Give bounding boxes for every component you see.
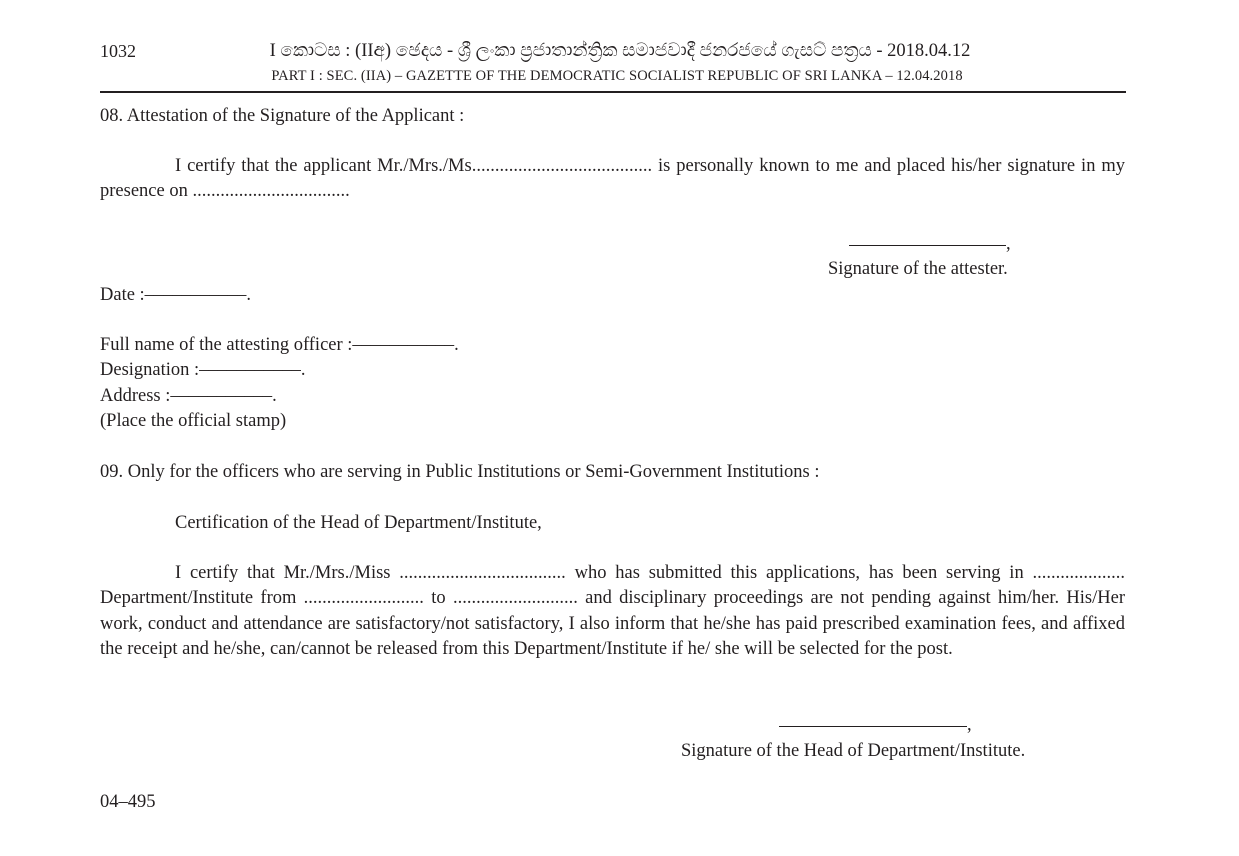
- section-08-certify-paragraph: I certify that the applicant Mr./Mrs./Ms....................................... is personally known to me and placed his/her signature in my presence on ..................................: [100, 156, 1125, 202]
- reference-number: 04–495: [100, 792, 156, 812]
- official-stamp-note: (Place the official stamp): [100, 411, 287, 431]
- section-09-certify-paragraph: I certify that Mr./Mrs./Miss .................................... who has submitted this applications, has been serving in .................... Department/Institute from .......................... to ........................... and disciplinary proceedings are not pending against him/her. His/Her work, conduct and attendance are satisfactory/not satisfactory, I also inform that he/she has paid prescribed examination fees, and affixed the receipt and he/she, can/cannot be released from this Department/Institute if he/ she will be selected for the post.: [100, 563, 1125, 659]
- date-field: Date :–––––––––––.: [100, 285, 252, 305]
- head-signature-comma: ,: [967, 715, 972, 735]
- attester-signature-label: Signature of the attester.: [828, 259, 1008, 279]
- designation-field: Designation :–––––––––––.: [100, 360, 306, 380]
- head-signature-line: [779, 726, 967, 727]
- header-rule: [100, 91, 1126, 93]
- section-09-heading: 09. Only for the officers who are serving in Public Institutions or Semi-Government Institutions :: [100, 462, 820, 482]
- gazette-header-english: PART I : SEC. (IIA) – GAZETTE OF THE DEMOCRATIC SOCIALIST REPUBLIC OF SRI LANKA – 12.04.2018: [271, 68, 963, 84]
- attester-signature-comma: ,: [1006, 234, 1011, 254]
- head-signature-label: Signature of the Head of Department/Institute.: [681, 741, 1026, 761]
- address-field: Address :–––––––––––.: [100, 386, 277, 406]
- section-08-heading: 08. Attestation of the Signature of the Applicant :: [100, 106, 465, 126]
- gazette-header-sinhala: I කොටස : (IIඅ) ඡෙදය - ශ්‍රී ලංකා ප්‍රජාතාන්ත්‍රික සමාජවාදී ජනරජයේ ගැසට් පත්‍රය - 2018.04.12: [269, 41, 971, 61]
- attesting-officer-name-field: Full name of the attesting officer :–––––––––––.: [100, 335, 459, 355]
- certification-title: Certification of the Head of Department/Institute,: [175, 513, 542, 533]
- page-number: 1032: [100, 41, 136, 61]
- attester-signature-line: [849, 245, 1006, 246]
